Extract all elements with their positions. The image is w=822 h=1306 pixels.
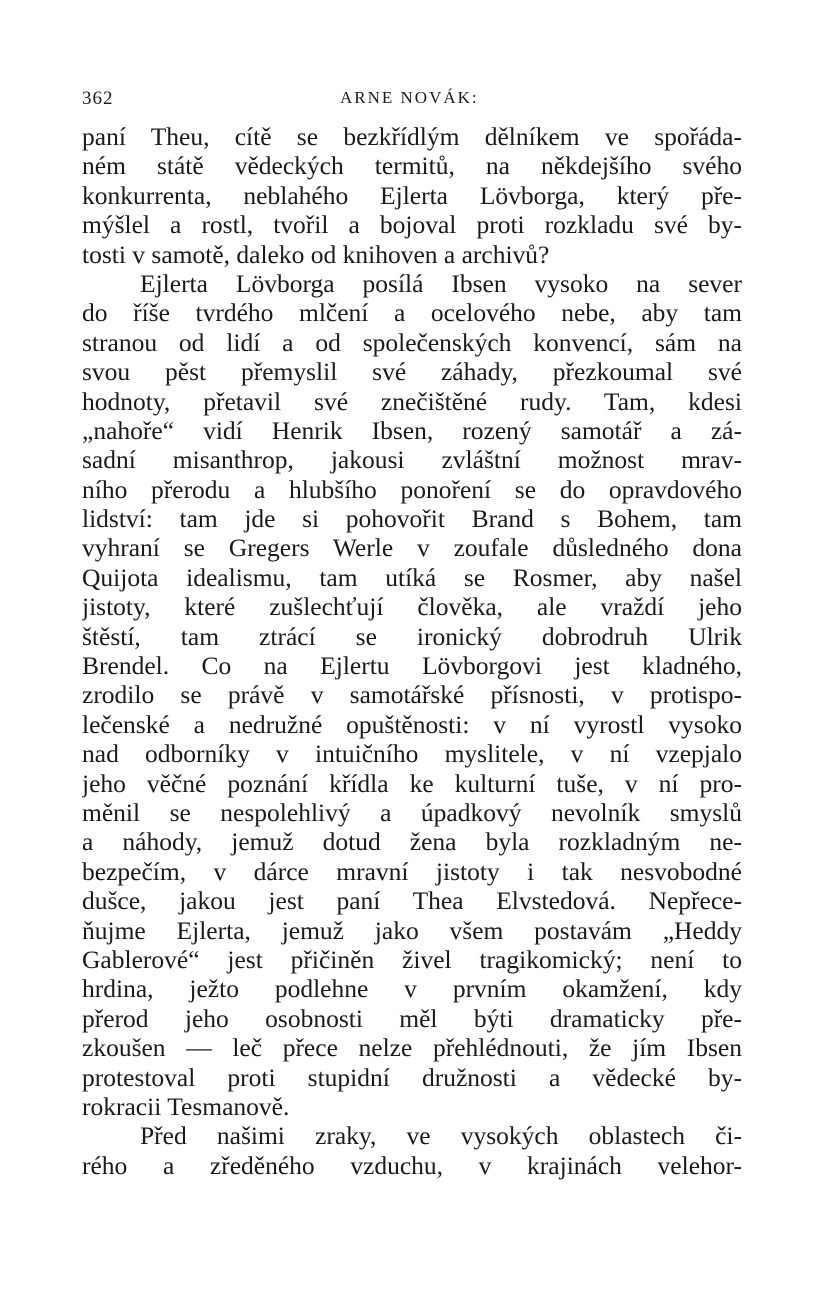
text-line: tosti v samotě, daleko od knihoven a archivů? <box>82 239 550 269</box>
text-line: štěstí, tam ztrácí se ironický dobrodruh Ulrik <box>82 621 742 651</box>
text-line: ném státě vědeckých termitů, na někdejšího svého <box>82 151 742 181</box>
text-line: svou pěst přemyslil své záhady, přezkoumal své <box>82 357 742 387</box>
text-line: „nahoře“ vidí Henrik Ibsen, rozený samotář a zá- <box>82 415 742 445</box>
text-line: bezpečím, v dárce mravní jistoty i tak nesvobodné <box>82 856 742 886</box>
text-line: a náhody, jemuž dotud žena byla rozkladným ne- <box>82 827 742 857</box>
text-line: dušce, jakou jest paní Thea Elvstedová. Nepřece- <box>82 886 742 916</box>
text-line: rokracii Tesmanově. <box>82 1091 290 1121</box>
text-line: Quijota idealismu, tam utíká se Rosmer, aby našel <box>82 562 742 592</box>
text-line: protestoval proti stupidní družnosti a vědecké by- <box>82 1062 742 1092</box>
running-head: ARNE NOVÁK: <box>340 88 479 107</box>
paragraph-start-line: Ejlerta Lövborga posílá Ibsen vysoko na sever <box>140 268 742 298</box>
text-line: ňujme Ejlerta, jemuž jako všem postavám „Heddy <box>82 915 742 945</box>
text-line: rého a zředěného vzduchu, v krajinách velehor- <box>82 1150 742 1180</box>
body-text <box>82 122 742 1180</box>
text-line: paní Theu, cítě se bezkřídlým dělníkem ve spořáda- <box>82 122 742 151</box>
text-line: lečenské a nedružné opuštěnosti: v ní vyrostl vysoko <box>82 709 742 739</box>
text-line: zrodilo se právě v samotářské přísnosti, v protispo- <box>82 680 742 710</box>
text-line: nad odborníky v intuičního myslitele, v ní vzepjalo <box>82 739 742 769</box>
text-line: zkoušen — leč přece nelze přehlédnouti, že jím Ibsen <box>82 1033 742 1063</box>
text-line: konkurrenta, neblahého Ejlerta Lövborga, který pře- <box>82 180 742 210</box>
text-line: vyhraní se Gregers Werle v zoufale důsledného dona <box>82 533 742 563</box>
text-line: přerod jeho osobnosti měl býti dramaticky pře- <box>82 1003 742 1033</box>
text-line: Brendel. Co na Ejlertu Lövborgovi jest kladného, <box>82 651 742 681</box>
page-header <box>82 88 742 112</box>
text-line: Gablerové“ jest přičiněn živel tragikomický; není to <box>82 944 742 974</box>
text-line: ního přerodu a hlubšího ponoření se do opravdového <box>82 474 742 504</box>
text-line: jistoty, které zušlechťují člověka, ale vraždí jeho <box>82 592 742 622</box>
text-line: jeho věčné poznání křídla ke kulturní tuše, v ní pro- <box>82 768 742 798</box>
text-line: hrdina, ježto podlehne v prvním okamžení, kdy <box>82 974 742 1004</box>
page-number: 362 <box>82 88 114 109</box>
text-line: hodnoty, přetavil své znečištěné rudy. Tam, kdesi <box>82 386 742 416</box>
text-line: sadní misanthrop, jakousi zvláštní možnost mrav- <box>82 445 742 475</box>
text-line: do říše tvrdého mlčení a ocelového nebe, aby tam <box>82 298 742 328</box>
text-line: měnil se nespolehlivý a úpadkový nevolník smyslů <box>82 797 742 827</box>
text-line: mýšlel a rostl, tvořil a bojoval proti rozkladu své by- <box>82 210 742 240</box>
text-line: lidství: tam jde si pohovořit Brand s Bohem, tam <box>82 504 742 534</box>
paragraph-start-line: Před našimi zraky, ve vysokých oblastech či- <box>140 1121 742 1151</box>
text-line: stranou od lidí a od společenských konvencí, sám na <box>82 327 742 357</box>
